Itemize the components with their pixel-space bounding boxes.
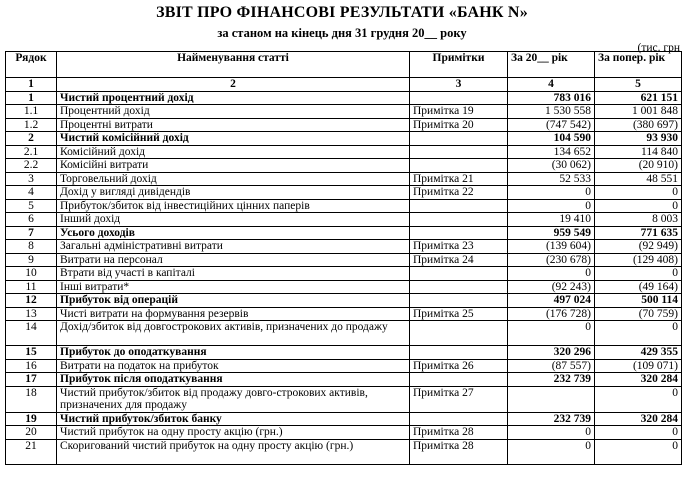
- current-year-cell: 0: [508, 439, 595, 464]
- current-year-cell: 959 549: [508, 226, 595, 240]
- item-name-cell: Чистий комісійний дохід: [57, 132, 410, 146]
- row-number-cell: 8: [6, 240, 57, 254]
- table-row: [6, 105, 682, 119]
- table-row: [6, 145, 682, 159]
- previous-year-cell: 0: [595, 426, 682, 440]
- note-cell: Примітка 24: [410, 253, 508, 267]
- item-name-cell: Прибуток після оподаткування: [57, 373, 410, 387]
- current-year-cell: 0: [508, 199, 595, 213]
- column-index-row: [6, 78, 682, 92]
- table-row: [6, 426, 682, 440]
- report-title: ЗВІТ ПРО ФІНАНСОВІ РЕЗУЛЬТАТИ «БАНК N»: [156, 4, 528, 21]
- note-cell: [410, 159, 508, 173]
- header-previous-year: За попер. рік: [595, 52, 682, 78]
- units-label: (тис. грн: [637, 42, 680, 54]
- previous-year-cell: 0: [595, 186, 682, 200]
- header-notes: Примітки: [410, 52, 508, 78]
- previous-year-cell: 320 284: [595, 373, 682, 387]
- row-number-cell: 1: [6, 91, 57, 105]
- financial-results-table: [5, 51, 682, 465]
- item-name-cell: Прибуток до оподаткування: [57, 346, 410, 360]
- previous-year-cell: (380 697): [595, 118, 682, 132]
- item-name-cell: Прибуток від операцій: [57, 294, 410, 308]
- item-name-cell: Витрати на податок на прибуток: [57, 359, 410, 373]
- row-number-cell: 12: [6, 294, 57, 308]
- previous-year-cell: (49 164): [595, 280, 682, 294]
- previous-year-cell: 429 355: [595, 346, 682, 360]
- current-year-cell: 134 652: [508, 145, 595, 159]
- previous-year-cell: 0: [595, 321, 682, 346]
- row-number-cell: 19: [6, 412, 57, 426]
- previous-year-cell: 1 001 848: [595, 105, 682, 119]
- item-name-cell: Процентний дохід: [57, 105, 410, 119]
- table-row: [6, 186, 682, 200]
- row-number-cell: 16: [6, 359, 57, 373]
- index-cell: 1: [6, 78, 57, 92]
- previous-year-cell: 93 930: [595, 132, 682, 146]
- row-number-cell: 5: [6, 199, 57, 213]
- row-number-cell: 13: [6, 307, 57, 321]
- previous-year-cell: 0: [595, 267, 682, 281]
- current-year-cell: 104 590: [508, 132, 595, 146]
- current-year-cell: 1 530 558: [508, 105, 595, 119]
- table-row: [6, 439, 682, 464]
- note-cell: [410, 267, 508, 281]
- item-name-cell: Загальні адміністративні витрати: [57, 240, 410, 254]
- current-year-cell: 0: [508, 321, 595, 346]
- table-row: [6, 386, 682, 412]
- item-name-cell: Інший дохід: [57, 213, 410, 227]
- note-cell: Примітка 22: [410, 186, 508, 200]
- current-year-cell: 0: [508, 186, 595, 200]
- current-year-cell: 0: [508, 267, 595, 281]
- row-number-cell: 1.1: [6, 105, 57, 119]
- previous-year-cell: 771 635: [595, 226, 682, 240]
- previous-year-cell: 48 551: [595, 172, 682, 186]
- note-cell: Примітка 28: [410, 439, 508, 464]
- item-name-cell: Дохід у вигляді дивідендів: [57, 186, 410, 200]
- item-name-cell: Торговельний дохід: [57, 172, 410, 186]
- table-row: [6, 321, 682, 346]
- current-year-cell: 0: [508, 426, 595, 440]
- index-cell: 2: [57, 78, 410, 92]
- item-name-cell: Комісійний дохід: [57, 145, 410, 159]
- note-cell: [410, 321, 508, 346]
- note-cell: [410, 280, 508, 294]
- previous-year-cell: 114 840: [595, 145, 682, 159]
- note-cell: Примітка 21: [410, 172, 508, 186]
- item-name-cell: Чисті витрати на формування резервів: [57, 307, 410, 321]
- current-year-cell: 52 533: [508, 172, 595, 186]
- header-row-number: Рядок: [6, 52, 57, 78]
- index-cell: 4: [508, 78, 595, 92]
- row-number-cell: 2: [6, 132, 57, 146]
- current-year-cell: (747 542): [508, 118, 595, 132]
- row-number-cell: 4: [6, 186, 57, 200]
- previous-year-cell: 0: [595, 199, 682, 213]
- row-number-cell: 1.2: [6, 118, 57, 132]
- table-row: [6, 159, 682, 173]
- current-year-cell: 232 739: [508, 412, 595, 426]
- note-cell: Примітка 20: [410, 118, 508, 132]
- table-row: [6, 267, 682, 281]
- table-row: [6, 253, 682, 267]
- row-number-cell: 20: [6, 426, 57, 440]
- row-number-cell: 2.1: [6, 145, 57, 159]
- previous-year-cell: 0: [595, 386, 682, 412]
- row-number-cell: 14: [6, 321, 57, 346]
- note-cell: [410, 213, 508, 227]
- row-number-cell: 15: [6, 346, 57, 360]
- row-number-cell: 7: [6, 226, 57, 240]
- previous-year-cell: 0: [595, 439, 682, 464]
- previous-year-cell: (70 759): [595, 307, 682, 321]
- item-name-cell: Скоригований чистий прибуток на одну просту акцію (грн.): [57, 439, 410, 464]
- current-year-cell: (230 678): [508, 253, 595, 267]
- index-cell: 5: [595, 78, 682, 92]
- report-subtitle: за станом на кінець дня 31 грудня 20__ року: [217, 26, 467, 40]
- row-number-cell: 18: [6, 386, 57, 412]
- note-cell: Примітка 27: [410, 386, 508, 412]
- table-row: [6, 240, 682, 254]
- table-row: [6, 213, 682, 227]
- previous-year-cell: 621 151: [595, 91, 682, 105]
- header-item-name: Найменування статті: [57, 52, 410, 78]
- previous-year-cell: (109 071): [595, 359, 682, 373]
- note-cell: Примітка 25: [410, 307, 508, 321]
- note-cell: [410, 373, 508, 387]
- current-year-cell: 320 296: [508, 346, 595, 360]
- current-year-cell: (139 604): [508, 240, 595, 254]
- note-cell: [410, 132, 508, 146]
- current-year-cell: (176 728): [508, 307, 595, 321]
- note-cell: Примітка 19: [410, 105, 508, 119]
- current-year-cell: (92 243): [508, 280, 595, 294]
- note-cell: [410, 199, 508, 213]
- note-cell: [410, 226, 508, 240]
- previous-year-cell: (129 408): [595, 253, 682, 267]
- row-number-cell: 6: [6, 213, 57, 227]
- table-row: [6, 412, 682, 426]
- table-row: [6, 199, 682, 213]
- previous-year-cell: 8 003: [595, 213, 682, 227]
- item-name-cell: Комісійні витрати: [57, 159, 410, 173]
- table-row: [6, 226, 682, 240]
- current-year-cell: [508, 386, 595, 412]
- row-number-cell: 17: [6, 373, 57, 387]
- previous-year-cell: 500 114: [595, 294, 682, 308]
- table-row: [6, 118, 682, 132]
- note-cell: [410, 412, 508, 426]
- item-name-cell: Дохід/збиток від довгострокових активів, призначених до продажу: [57, 321, 410, 346]
- current-year-cell: 783 016: [508, 91, 595, 105]
- current-year-cell: 232 739: [508, 373, 595, 387]
- item-name-cell: Прибуток/збиток від інвестиційних цінних паперів: [57, 199, 410, 213]
- note-cell: [410, 294, 508, 308]
- item-name-cell: Інші витрати*: [57, 280, 410, 294]
- current-year-cell: (30 062): [508, 159, 595, 173]
- note-cell: Примітка 26: [410, 359, 508, 373]
- header-current-year: За 20__ рік: [508, 52, 595, 78]
- item-name-cell: Чистий прибуток/збиток від продажу довго-строкових активів, призначених для продажу: [57, 386, 410, 412]
- table-row: [6, 280, 682, 294]
- note-cell: [410, 145, 508, 159]
- current-year-cell: (87 557): [508, 359, 595, 373]
- current-year-cell: 19 410: [508, 213, 595, 227]
- previous-year-cell: 320 284: [595, 412, 682, 426]
- row-number-cell: 10: [6, 267, 57, 281]
- note-cell: [410, 91, 508, 105]
- table-row: [6, 307, 682, 321]
- row-number-cell: 2.2: [6, 159, 57, 173]
- header-row: [6, 52, 682, 78]
- current-year-cell: 497 024: [508, 294, 595, 308]
- note-cell: [410, 346, 508, 360]
- table-row: [6, 172, 682, 186]
- item-name-cell: Процентні витрати: [57, 118, 410, 132]
- item-name-cell: Чистий прибуток/збиток банку: [57, 412, 410, 426]
- row-number-cell: 21: [6, 439, 57, 464]
- table-row: [6, 346, 682, 360]
- table-row: [6, 91, 682, 105]
- note-cell: Примітка 23: [410, 240, 508, 254]
- table-row: [6, 294, 682, 308]
- previous-year-cell: (92 949): [595, 240, 682, 254]
- item-name-cell: Втрати від участі в капіталі: [57, 267, 410, 281]
- note-cell: Примітка 28: [410, 426, 508, 440]
- table-row: [6, 132, 682, 146]
- item-name-cell: Чистий процентний дохід: [57, 91, 410, 105]
- item-name-cell: Витрати на персонал: [57, 253, 410, 267]
- row-number-cell: 11: [6, 280, 57, 294]
- item-name-cell: Усього доходів: [57, 226, 410, 240]
- index-cell: 3: [410, 78, 508, 92]
- table-row: [6, 373, 682, 387]
- previous-year-cell: (20 910): [595, 159, 682, 173]
- row-number-cell: 9: [6, 253, 57, 267]
- item-name-cell: Чистий прибуток на одну просту акцію (грн.): [57, 426, 410, 440]
- row-number-cell: 3: [6, 172, 57, 186]
- table-row: [6, 359, 682, 373]
